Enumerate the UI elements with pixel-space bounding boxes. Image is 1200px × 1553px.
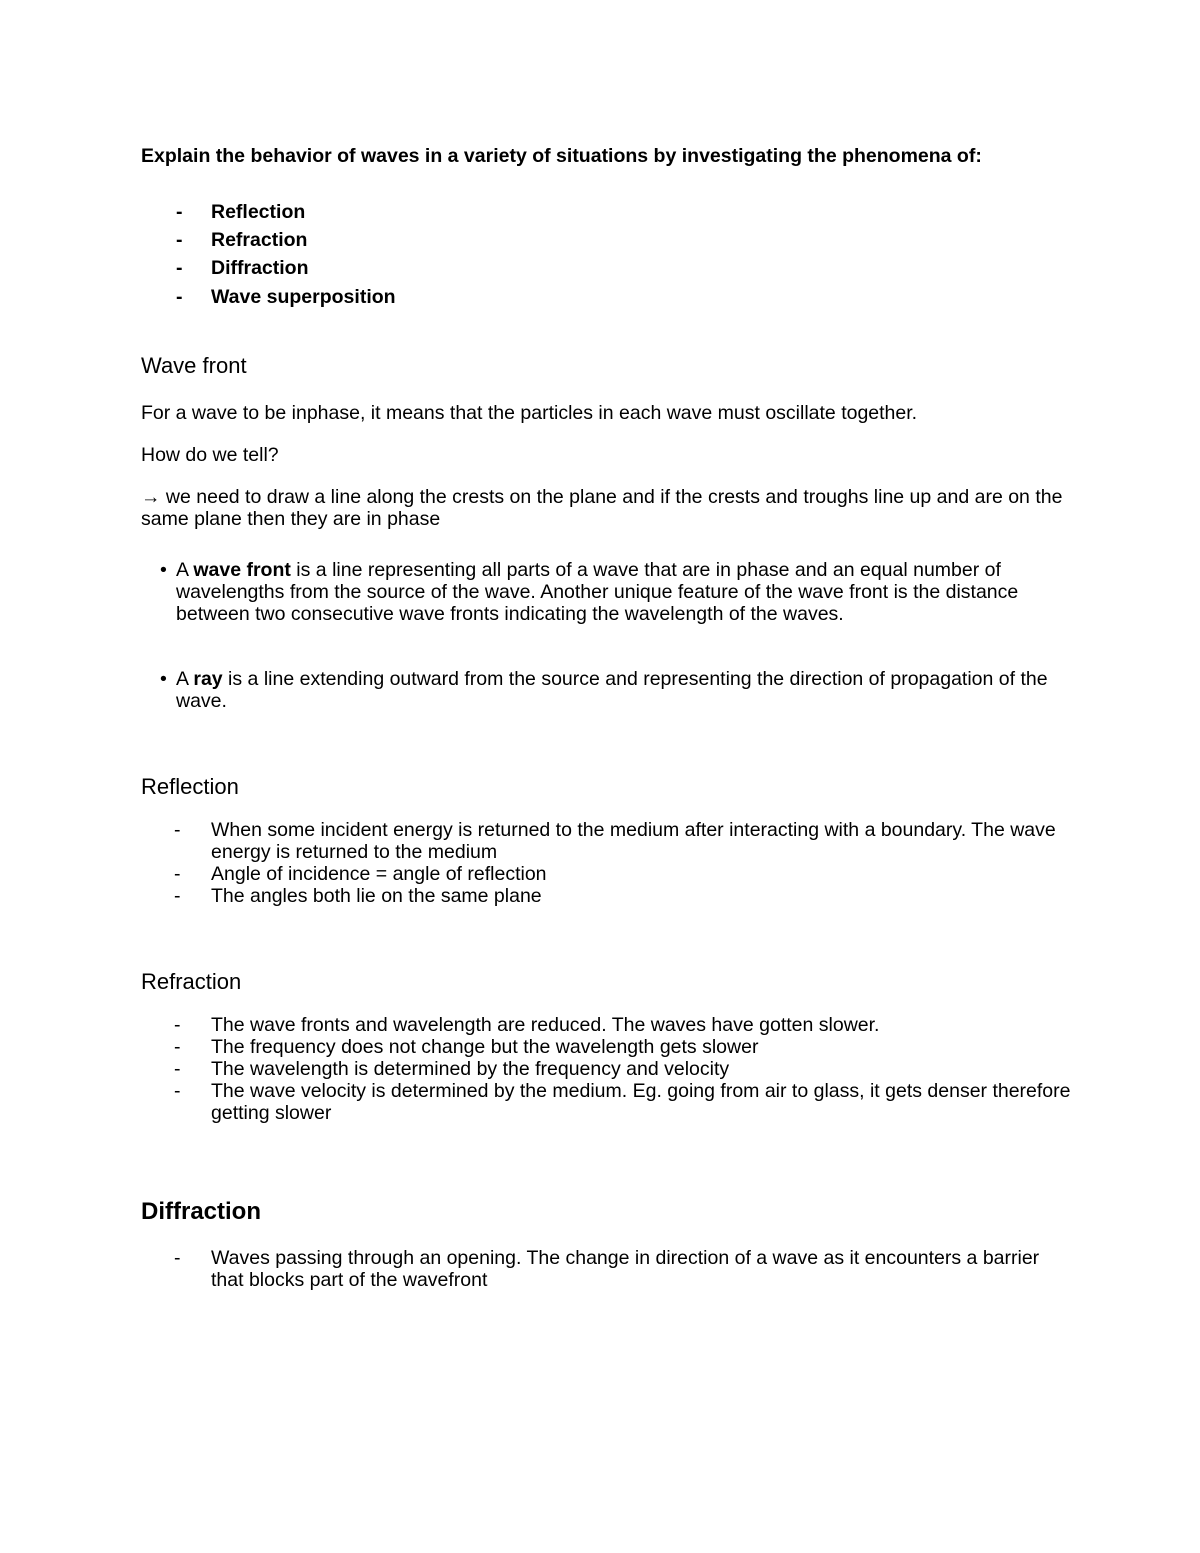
heading-diffraction: Diffraction (141, 1198, 261, 1225)
heading-refraction: Refraction (141, 969, 242, 994)
bullet-text: A wave front is a line representing all parts of a wave that are in phase and an equal number of wavelengths from the source of the wave. Another unique feature of the wave front is the distance between two consecutive wave fronts indicating the wavelength of the waves. (176, 559, 1019, 625)
list-dash: - (174, 1014, 181, 1036)
objective-item: Refraction (211, 229, 308, 251)
bullet-text: A ray is a line extending outward from the source and representing the direction of propagation of the wave. (176, 668, 1048, 712)
list-dash: - (176, 229, 183, 251)
list-dash: - (174, 819, 181, 841)
heading-reflection: Reflection (141, 774, 239, 799)
objective-item: Diffraction (211, 257, 309, 279)
objective-item: Reflection (211, 201, 306, 223)
list-dash: - (174, 863, 181, 885)
intro-text: Explain the behavior of waves in a variety of situations by investigating the phenomena of: (141, 145, 982, 167)
bullet-marker: • (160, 559, 167, 581)
document-page: Explain the behavior of waves in a variety of situations by investigating the phenomena of: - Reflection - Refraction - Diffraction - Wave superposition Wave front For a wave to be inphase, it means that the particles in each wave must oscillate together. How do we tell? → we need to draw a line along the crests on the plane and if the crests and troughs line up and are on the same plane then they are in phase • A wave front is a line representing all parts of a wave that are in phase and an equal number of wavelengths from the source of the wave. Another unique feature of the wave front is the distance between two consecutive wave fronts indicating the wavelength of the waves. • A ray is a line extending outward from the source and representing the direction of propagation of the wave. Reflection - When some incident energy is returned to the medium after interacting with a boundary. The wave energy is returned to the medium - Angle of incidence = angle of reflection - The angles both lie on the same plane Refraction - The wave fronts and wavelength are reduced. The waves have gotten slower. - The frequency does not change but the wavelength gets slower - The wavelength is determined by the frequency and velocity - The wave velocity is determined by the medium. Eg. going from air to glass, it gets denser therefore getting slower Diffraction - Waves passing through an opening. The change in direction of a wave as it encounters a barrier that blocks part of the wavefront (0, 0, 1200, 1553)
list-dash: - (174, 1247, 181, 1269)
paragraph: For a wave to be inphase, it means that the particles in each wave must oscillate together. (141, 402, 918, 424)
list-dash: - (176, 201, 183, 223)
list-dash: - (176, 257, 183, 279)
bold-term: ray (193, 668, 223, 690)
paragraph: → we need to draw a line along the crests on the plane and if the crests and troughs line up and are on the same plane then they are in phase (141, 486, 1063, 530)
paragraph: How do we tell? (141, 444, 279, 466)
list-dash: - (174, 1058, 181, 1080)
bold-term: wave front (193, 559, 291, 581)
list-dash: - (174, 1080, 181, 1102)
objective-item: Wave superposition (211, 286, 396, 308)
list-dash: - (176, 286, 183, 308)
list-dash: - (174, 885, 181, 907)
bullet-marker: • (160, 668, 167, 690)
list-dash: - (174, 1036, 181, 1058)
heading-wave-front: Wave front (141, 353, 247, 378)
